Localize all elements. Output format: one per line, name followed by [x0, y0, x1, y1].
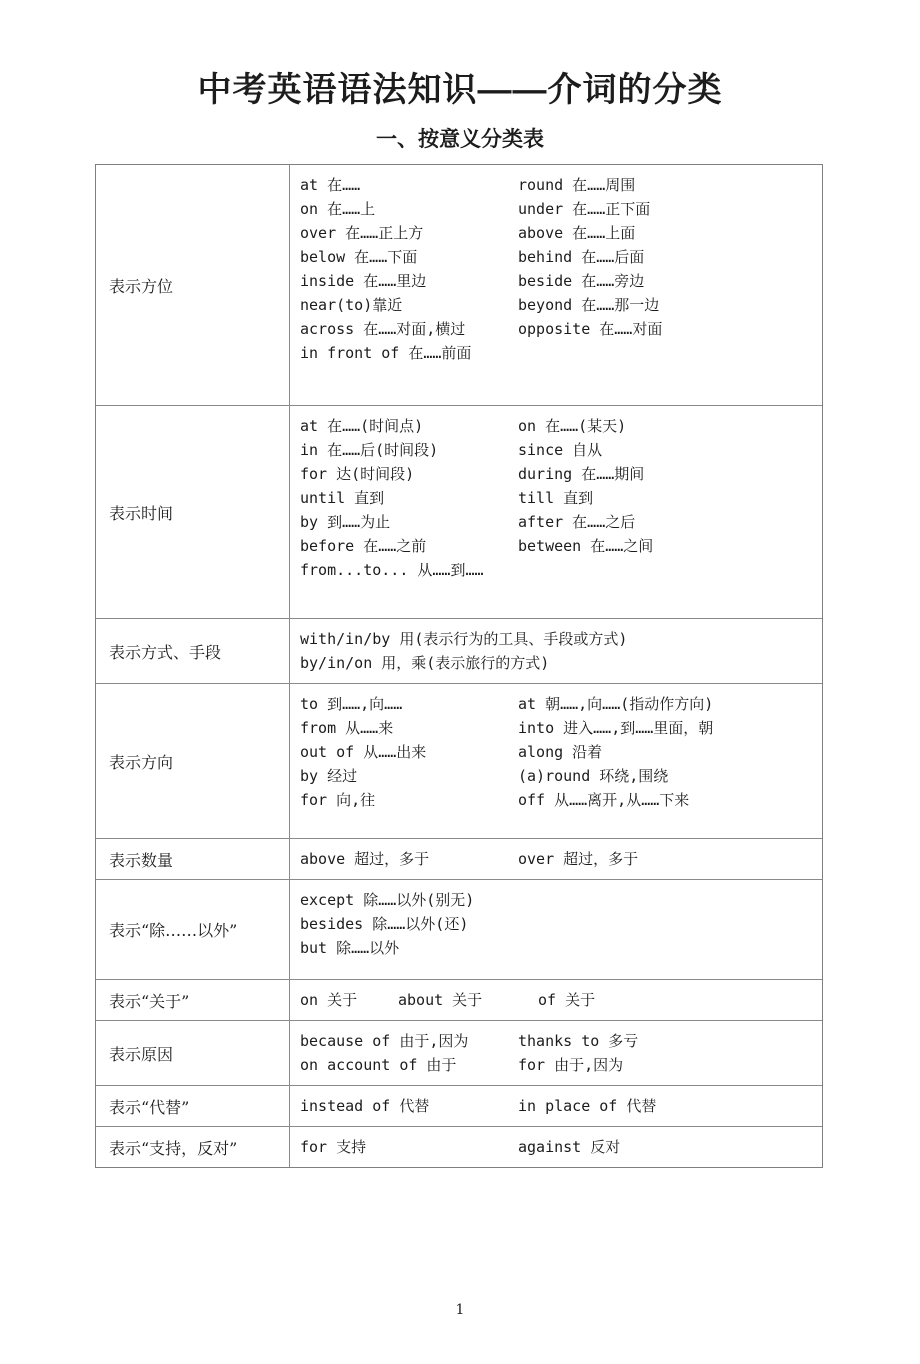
table-row [96, 1126, 822, 1167]
content-segment: to 到……,向…… [300, 695, 403, 713]
category-content [290, 980, 822, 1020]
content-segment: at 在……(时间点) [300, 417, 424, 435]
content-line [300, 692, 816, 716]
content-segment: of 关于 [538, 991, 596, 1009]
content-segment: along 沿着 [518, 743, 603, 761]
content-segment: beside 在……旁边 [518, 272, 645, 290]
content-line [300, 764, 816, 788]
content-segment: off 从……离开,从……下来 [518, 791, 690, 809]
content-segment: in place of 代替 [518, 1097, 657, 1115]
content-segment: over 在……正上方 [300, 224, 424, 242]
content-segment: near(to)靠近 [300, 296, 403, 314]
table-row [96, 618, 822, 683]
table-row [96, 879, 822, 979]
content-line [300, 716, 816, 740]
content-segment: under 在……正下面 [518, 200, 651, 218]
content-segment: for 达(时间段) [300, 465, 415, 483]
content-segment: for 由于,因为 [518, 1056, 624, 1074]
content-line [300, 414, 816, 438]
content-segment: before 在……之前 [300, 537, 427, 555]
content-line [300, 293, 816, 317]
table-row [96, 1020, 822, 1085]
content-segment: beyond 在……那一边 [518, 296, 660, 314]
content-line [300, 1135, 816, 1159]
category-content [290, 684, 822, 838]
content-segment: with/in/by 用(表示行为的工具、手段或方式) [300, 630, 628, 648]
content-line [300, 173, 816, 197]
content-segment: in front of 在……前面 [300, 344, 472, 362]
content-line [300, 651, 816, 675]
content-line [300, 317, 816, 341]
category-content [290, 165, 822, 405]
category-label: 表示方位 [96, 165, 290, 405]
content-segment: above 超过，多于 [300, 850, 430, 868]
content-segment: between 在……之间 [518, 537, 654, 555]
category-content [290, 1021, 822, 1085]
content-segment: on 关于 [300, 991, 358, 1009]
content-line [300, 341, 816, 365]
content-segment: since 自从 [518, 441, 603, 459]
content-segment: thanks to 多亏 [518, 1032, 639, 1050]
content-line [300, 438, 816, 462]
classification-table [95, 164, 823, 1168]
content-segment: inside 在……里边 [300, 272, 427, 290]
content-segment: in 在……后(时间段) [300, 441, 439, 459]
content-segment: across 在……对面,横过 [300, 320, 466, 338]
category-content [290, 839, 822, 879]
content-segment: opposite 在……对面 [518, 320, 663, 338]
category-content [290, 1127, 822, 1167]
section-subtitle: 一、按意义分类表 [376, 126, 544, 151]
content-segment: because of 由于,因为 [300, 1032, 469, 1050]
content-line [300, 245, 816, 269]
content-segment: behind 在……后面 [518, 248, 645, 266]
content-segment: against 反对 [518, 1138, 621, 1156]
category-label: 表示方向 [96, 684, 290, 838]
content-line [300, 936, 816, 960]
content-segment: by/in/on 用，乘(表示旅行的方式) [300, 654, 550, 672]
content-line [300, 534, 816, 558]
content-line [300, 627, 816, 651]
content-line [300, 1053, 816, 1077]
category-content [290, 1086, 822, 1126]
content-segment: by 经过 [300, 767, 358, 785]
content-segment: round 在……周围 [518, 176, 636, 194]
category-label: 表示方式、手段 [96, 619, 290, 683]
content-segment: (a)round 环绕,围绕 [518, 767, 669, 785]
category-label: 表示“代替” [96, 1086, 290, 1126]
content-segment: till 直到 [518, 489, 594, 507]
category-label: 表示时间 [96, 406, 290, 618]
category-content [290, 880, 822, 979]
content-segment: about 关于 [398, 991, 483, 1009]
content-segment: over 超过，多于 [518, 850, 639, 868]
content-segment: on 在……上 [300, 200, 376, 218]
table-row [96, 683, 822, 838]
table-row [96, 405, 822, 618]
content-segment: at 朝……,向……(指动作方向) [518, 695, 714, 713]
table-row [96, 979, 822, 1020]
content-segment: from...to... 从……到…… [300, 561, 484, 579]
content-line [300, 740, 816, 764]
content-segment: into 进入……,到……里面，朝 [518, 719, 714, 737]
page-title: 中考英语语法知识——介词的分类 [197, 71, 723, 109]
page-number: 1 [455, 1302, 465, 1318]
content-segment: after 在……之后 [518, 513, 636, 531]
content-segment: from 从……来 [300, 719, 394, 737]
table-row [96, 165, 822, 405]
content-segment: besides 除……以外(还) [300, 915, 469, 933]
category-label: 表示原因 [96, 1021, 290, 1085]
content-segment: during 在……期间 [518, 465, 645, 483]
category-label: 表示数量 [96, 839, 290, 879]
content-segment: except 除……以外(别无) [300, 891, 475, 909]
content-segment: on 在……(某天) [518, 417, 627, 435]
content-segment: below 在……下面 [300, 248, 418, 266]
content-line [300, 1029, 816, 1053]
content-line [300, 558, 816, 582]
content-line [300, 486, 816, 510]
content-segment: out of 从……出来 [300, 743, 427, 761]
category-label: 表示“关于” [96, 980, 290, 1020]
content-line [300, 847, 816, 871]
content-line [300, 269, 816, 293]
category-label: 表示“支持，反对” [96, 1127, 290, 1167]
content-line [300, 462, 816, 486]
category-label: 表示“除……以外” [96, 880, 290, 979]
content-segment: instead of 代替 [300, 1097, 430, 1115]
content-segment: above 在……上面 [518, 224, 636, 242]
category-content [290, 406, 822, 618]
content-line [300, 788, 816, 812]
table-row [96, 1085, 822, 1126]
content-line [300, 988, 816, 1012]
content-line [300, 221, 816, 245]
content-line [300, 888, 816, 912]
content-line [300, 1094, 816, 1118]
category-content [290, 619, 822, 683]
content-segment: by 到……为止 [300, 513, 391, 531]
content-segment: for 支持 [300, 1138, 367, 1156]
content-segment: at 在…… [300, 176, 361, 194]
content-line [300, 197, 816, 221]
content-segment: on account of 由于 [300, 1056, 457, 1074]
content-segment: until 直到 [300, 489, 385, 507]
content-line [300, 912, 816, 936]
table-row [96, 838, 822, 879]
content-segment: but 除……以外 [300, 939, 400, 957]
content-line [300, 510, 816, 534]
content-segment: for 向,往 [300, 791, 376, 809]
